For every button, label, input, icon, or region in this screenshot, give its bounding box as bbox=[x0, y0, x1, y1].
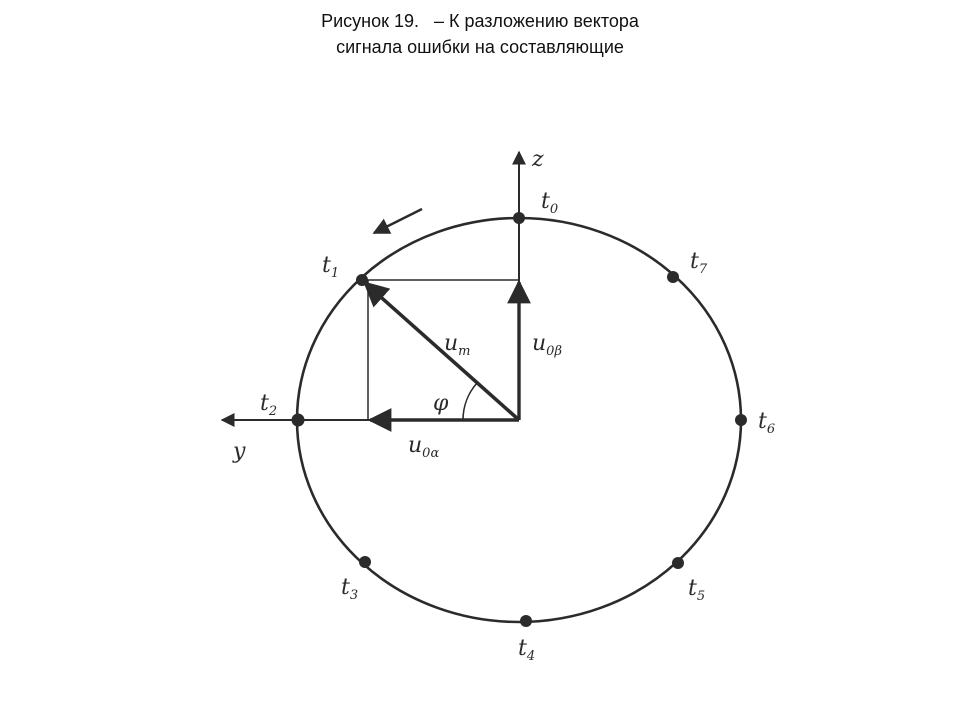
point-t2 bbox=[292, 414, 305, 427]
caption-line-1: Рисунок 19. – К разложению вектора bbox=[321, 11, 639, 31]
z-axis-label: z bbox=[532, 147, 544, 172]
t3-label: $t_3$ bbox=[341, 575, 359, 603]
rotation-direction-arrow bbox=[374, 209, 422, 233]
phi-angle-label: φ bbox=[433, 391, 449, 416]
t2-label: $t_2$ bbox=[260, 391, 278, 419]
u0beta-label: $u_{0\beta}$ bbox=[532, 331, 562, 359]
phi-angle-arc bbox=[463, 383, 477, 420]
point-t5 bbox=[672, 557, 684, 569]
point-t0 bbox=[513, 212, 525, 224]
point-t3 bbox=[359, 556, 371, 568]
um-label: $u_m$ bbox=[444, 331, 471, 359]
caption-line-2: сигнала ошибки на составляющие bbox=[336, 37, 624, 57]
t7-label: $t_7$ bbox=[690, 249, 708, 277]
t6-label: $t_6$ bbox=[758, 409, 776, 437]
t0-label: $t_0$ bbox=[541, 189, 559, 217]
point-t1 bbox=[356, 274, 368, 286]
t5-label: $t_5$ bbox=[688, 576, 706, 604]
point-t6 bbox=[735, 414, 747, 426]
point-t7 bbox=[667, 271, 679, 283]
t4-label: $t_4$ bbox=[518, 636, 536, 664]
t1-label: $t_1$ bbox=[322, 253, 340, 281]
u0alpha-label: $u_{0\alpha}$ bbox=[408, 433, 440, 461]
point-t4 bbox=[520, 615, 532, 627]
y-axis-label: y bbox=[233, 439, 246, 464]
